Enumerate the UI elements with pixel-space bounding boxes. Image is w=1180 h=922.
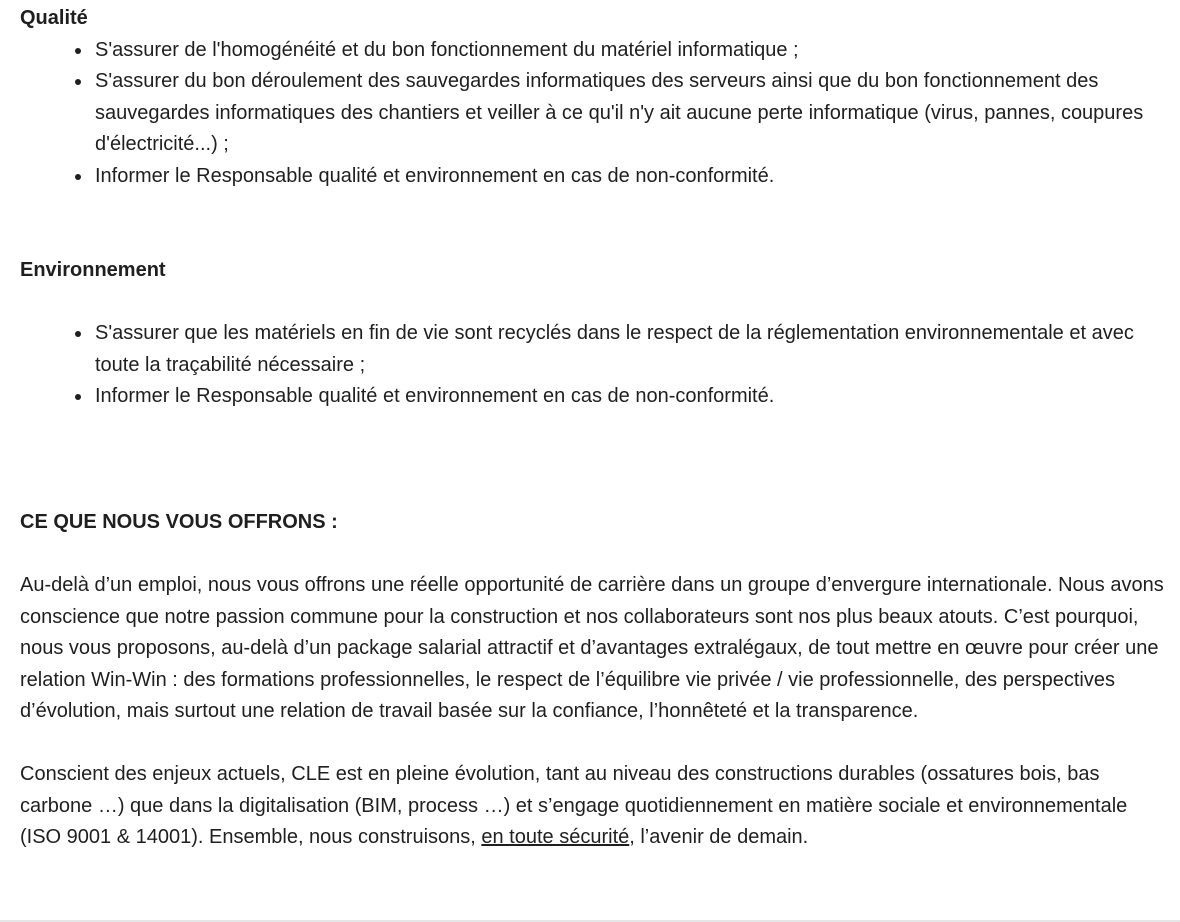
- qualite-list: [20, 35, 1170, 193]
- spacer: [20, 192, 1170, 255]
- offre-paragraph-2: [20, 759, 1170, 854]
- spacer: [20, 728, 1170, 760]
- offre-heading: CE QUE NOUS VOUS OFFRONS :: [20, 511, 338, 533]
- environnement-list: [20, 318, 1170, 413]
- list-item: S'assurer de l'homogénéité et du bon fonctionnement du matériel informatique ;: [95, 35, 1170, 67]
- list-item: Informer le Responsable qualité et environnement en cas de non-conformité.: [95, 161, 1170, 193]
- list-item: S'assurer du bon déroulement des sauvegardes informatiques des serveurs ainsi que du bon fonctionnement des sauvegardes informatiques des chantiers et veiller à ce qu'il n'y ait aucune perte informatique (virus, pannes, coupures d'électricité...) ;: [95, 66, 1170, 161]
- paragraph-text: Conscient des enjeux actuels, CLE est en pleine évolution, tant au niveau des constructions durables (ossatures bois, bas carbone …) que dans la digitalisation (BIM, process …) et s’engage quotidiennement en matière sociale et environnementale (ISO 9001 & 14001). Ensemble, nous construisons,: [20, 763, 1128, 848]
- list-item: S'assurer que les matériels en fin de vie sont recyclés dans le respect de la réglementation environnementale et avec toute la traçabilité nécessaire ;: [95, 318, 1170, 381]
- job-description-content: [20, 3, 1170, 854]
- offre-paragraph-1: Au-delà d’un emploi, nous vous offrons une réelle opportunité de carrière dans un groupe d’envergure internationale. Nous avons conscience que notre passion commune pour la construction et nos collaborateurs sont nos plus beaux atouts. C’est pourquoi, nous vous proposons, au-delà d’un package salarial attractif et d’avantages extralégaux, de tout mettre en œuvre pour créer une relation Win-Win : des formations professionnelles, le respect de l’équilibre vie privée / vie professionnelle, des perspectives d’évolution, mais surtout une relation de travail basée sur la confiance, l’honnêteté et la transparence.: [20, 574, 1164, 722]
- spacer: [20, 539, 1170, 571]
- spacer: [20, 413, 1170, 508]
- list-item: Informer le Responsable qualité et environnement en cas de non-conformité.: [95, 381, 1170, 413]
- qualite-heading: Qualité: [20, 7, 88, 29]
- paragraph-text: , l’avenir de demain.: [629, 826, 809, 848]
- underlined-text: en toute sécurité: [481, 826, 630, 848]
- spacer: [20, 287, 1170, 319]
- environnement-heading: Environnement: [20, 259, 166, 281]
